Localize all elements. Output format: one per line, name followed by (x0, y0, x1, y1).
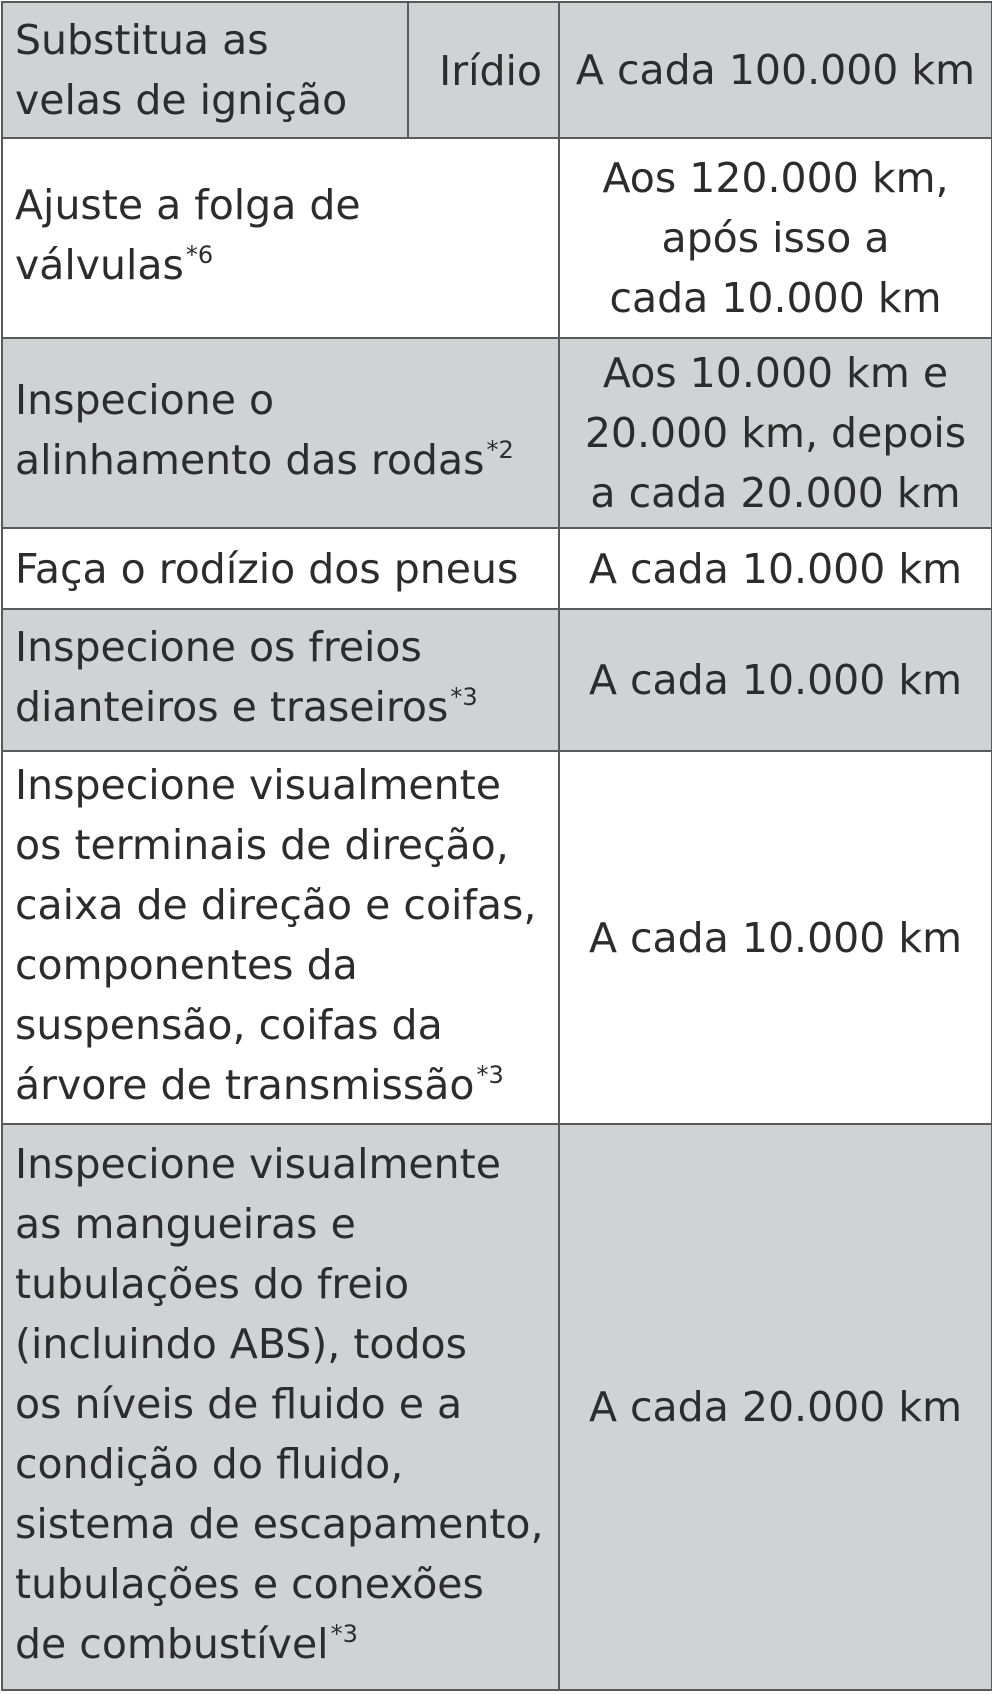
item-line: componentes da (15, 940, 358, 989)
item-line: de combustível$^{*3}$ (15, 1620, 358, 1668)
item-line: Inspecione os freios (15, 623, 422, 671)
interval-line: cada 10.000 km (609, 274, 942, 322)
item-line: (incluindo ABS), todos (15, 1320, 467, 1368)
item-line: válvulas$^{*6}$ (15, 241, 214, 289)
item-line: alinhamento das rodas$^{*2}$ (15, 436, 514, 484)
table-row (2, 751, 992, 1124)
item-cell (2, 338, 559, 528)
item-line: caixa de direção e coifas, (15, 880, 537, 929)
item-line: tubulações e conexões (15, 1560, 484, 1608)
maintenance-table (1, 1, 992, 1691)
interval-cell (559, 751, 992, 1124)
interval-cell (559, 338, 992, 528)
item-line: Faça o rodízio dos pneus (15, 544, 519, 593)
item-cell (2, 751, 559, 1124)
item-cell (2, 609, 559, 751)
item-line: sistema de escapamento, (15, 1500, 544, 1548)
table-row (2, 1124, 992, 1690)
item-line: Inspecione o (15, 376, 275, 424)
footnote-marker: *3 (450, 683, 478, 711)
interval-cell (559, 528, 992, 609)
item-cell (2, 1124, 559, 1690)
interval-line: A cada 10.000 km (588, 656, 963, 704)
interval-line: A cada 100.000 km (575, 46, 976, 94)
interval-line: a cada 20.000 km (590, 469, 961, 517)
item-line: árvore de transmissão$^{*3}$ (15, 1060, 504, 1109)
interval-cell (559, 2, 992, 138)
footnote-marker: *3 (330, 1620, 358, 1648)
footnote-marker: *6 (185, 241, 214, 269)
item-line: tubulações do freio (15, 1260, 410, 1308)
interval-line: 20.000 km, depois (584, 409, 967, 457)
interval-line: A cada 20.000 km (588, 1383, 963, 1431)
interval-line: Aos 10.000 km e (602, 349, 949, 397)
table-row (2, 138, 992, 338)
table-row (2, 528, 992, 609)
interval-cell (559, 1124, 992, 1690)
item-line: os níveis de fluido e a (15, 1380, 463, 1428)
item-line: dianteiros e traseiros$^{*3}$ (15, 683, 478, 731)
item-line: Inspecione visualmente (15, 1140, 501, 1188)
material-cell (408, 2, 559, 138)
item-line: as mangueiras e (15, 1200, 356, 1248)
item-line: condição do fluido, (15, 1440, 404, 1488)
item-line: velas de ignição (15, 76, 348, 124)
item-cell (2, 138, 559, 338)
table-row (2, 338, 992, 528)
interval-line: A cada 10.000 km (588, 544, 963, 593)
item-line: suspensão, coifas da (15, 1000, 443, 1049)
material-label: Irídio (439, 47, 542, 95)
item-cell (2, 528, 559, 609)
item-line: Substitua as (15, 16, 269, 64)
footnote-marker: *3 (476, 1060, 504, 1089)
table-row (2, 2, 992, 138)
item-line: Ajuste a folga de (15, 181, 361, 229)
interval-line: Aos 120.000 km, (602, 154, 949, 202)
interval-cell (559, 609, 992, 751)
item-cell (2, 2, 408, 138)
item-line: os terminais de direção, (15, 820, 509, 869)
footnote-marker: *2 (486, 436, 514, 464)
item-line: Inspecione visualmente (15, 760, 501, 809)
interval-line: após isso a (661, 214, 890, 262)
table-row (2, 609, 992, 751)
interval-line: A cada 10.000 km (588, 913, 963, 962)
interval-cell (559, 138, 992, 338)
